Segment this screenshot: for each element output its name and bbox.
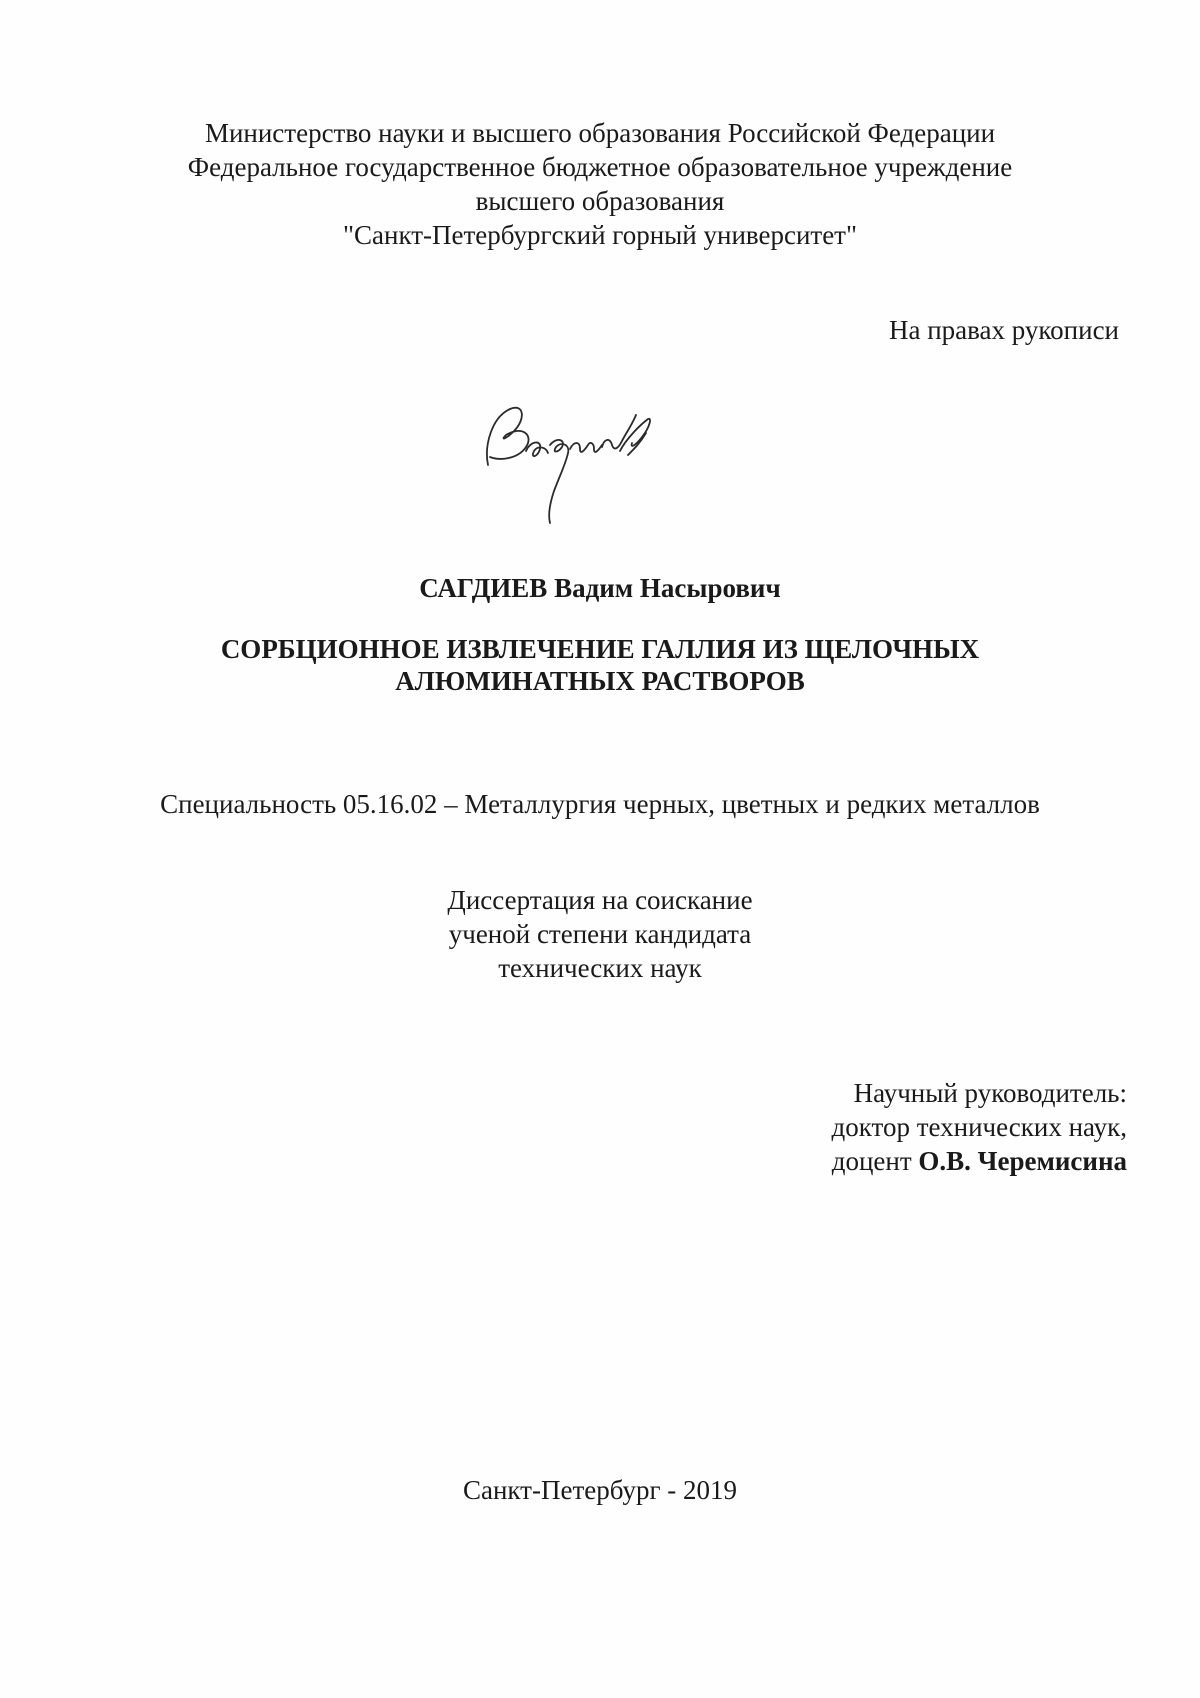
advisor-rank: доцент <box>831 1146 912 1176</box>
author-signature <box>470 395 670 540</box>
title-line-2: АЛЮМИНАТНЫХ РАСТВОРОВ <box>395 666 805 696</box>
dissertation-line-3: технических наук <box>498 953 702 983</box>
specialty-section <box>0 787 1200 821</box>
dissertation-title <box>0 633 1200 697</box>
university-name-line: "Санкт-Петербургский горный университет" <box>342 220 857 250</box>
author-name: САГДИЕВ Вадим Насырович <box>419 573 781 603</box>
manuscript-rights-note: На правах рукописи <box>888 315 1119 345</box>
institution-header <box>0 116 1200 252</box>
ministry-line: Министерство науки и высшего образования Российской Федерации <box>204 118 996 148</box>
dissertation-line-2: ученой степени кандидата <box>448 919 752 949</box>
author-section <box>0 571 1200 605</box>
advisor-degree: доктор технических наук, <box>831 1112 1127 1142</box>
education-level-line: высшего образования <box>475 186 725 216</box>
advisor-name: О.В. Черемисина <box>918 1146 1127 1176</box>
specialty-line: Специальность 05.16.02 – Металлургия черных, цветных и редких металлов <box>160 789 1040 819</box>
institution-type-line: Федеральное государственное бюджетное образовательное учреждение <box>187 152 1013 182</box>
title-line-1: СОРБЦИОННОЕ ИЗВЛЕЧЕНИЕ ГАЛЛИЯ ИЗ ЩЕЛОЧНЫХ <box>220 634 980 664</box>
dissertation-degree-section <box>0 883 1200 985</box>
dissertation-line-1: Диссертация на соискание <box>447 885 753 915</box>
city-year-section <box>0 1473 1200 1507</box>
city-year: Санкт-Петербург - 2019 <box>462 1475 738 1505</box>
advisor-label: Научный руководитель: <box>853 1078 1127 1108</box>
scientific-advisor <box>832 1076 1127 1178</box>
advisor-rank-and-name <box>832 1144 1127 1178</box>
